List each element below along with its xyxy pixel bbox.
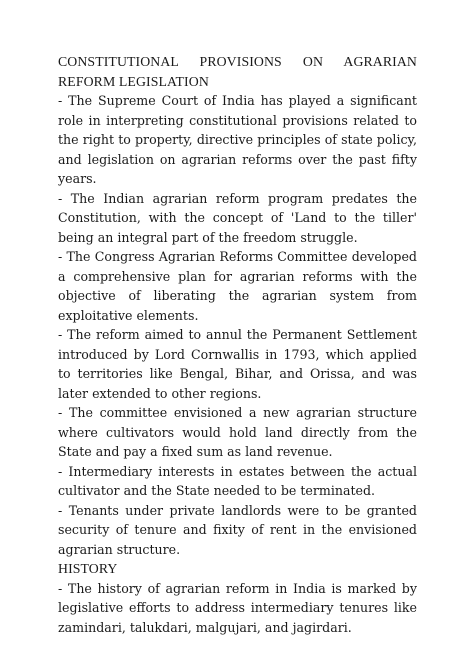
history-heading: HISTORY bbox=[58, 561, 118, 576]
paragraph-reform-program: - The Indian agrarian reform program predates the Constitution, with the concept of 'Land to the tiller' being an integral part of the freedom struggle. bbox=[58, 190, 417, 245]
paragraph-new-structure: - The committee envisioned a new agrarian structure where cultivators would hold land directly from the State and pay a fixed sum as land revenue. bbox=[58, 405, 417, 459]
paragraph-supreme-court: - The Supreme Court of India has played a significant role in interpreting constitutional provisions related to the right to property, directive principles of state policy, and legislation on agrarian reforms over the past fifty years. bbox=[58, 93, 417, 186]
document-page bbox=[58, 52, 417, 637]
paragraph-committee-plan: - The Congress Agrarian Reforms Committee developed a comprehensive plan for agrarian reforms with the objective of liberating the agrarian system from exploitative elements. bbox=[58, 249, 417, 323]
paragraph-intermediary-interests: - Intermediary interests in estates between the actual cultivator and the State needed to be terminated. bbox=[58, 463, 417, 498]
paragraph-history: - The history of agrarian reform in India is marked by legislative efforts to address intermediary tenures like zamindari, talukdari, malgujari, and jagirdari. bbox=[58, 580, 417, 635]
paragraph-tenants: - Tenants under private landlords were to be granted security of tenure and fixity of rent in the envisioned agrarian structure. bbox=[58, 502, 417, 557]
section-heading: CONSTITUTIONAL PROVISIONS ON AGRARIAN REFORM LEGISLATION bbox=[58, 54, 417, 89]
paragraph-permanent-settlement: - The reform aimed to annul the Permanent Settlement introduced by Lord Cornwallis in 1793, which applied to territories like Bengal, Bihar, and Orissa, and was later extended to other regions. bbox=[58, 327, 417, 401]
